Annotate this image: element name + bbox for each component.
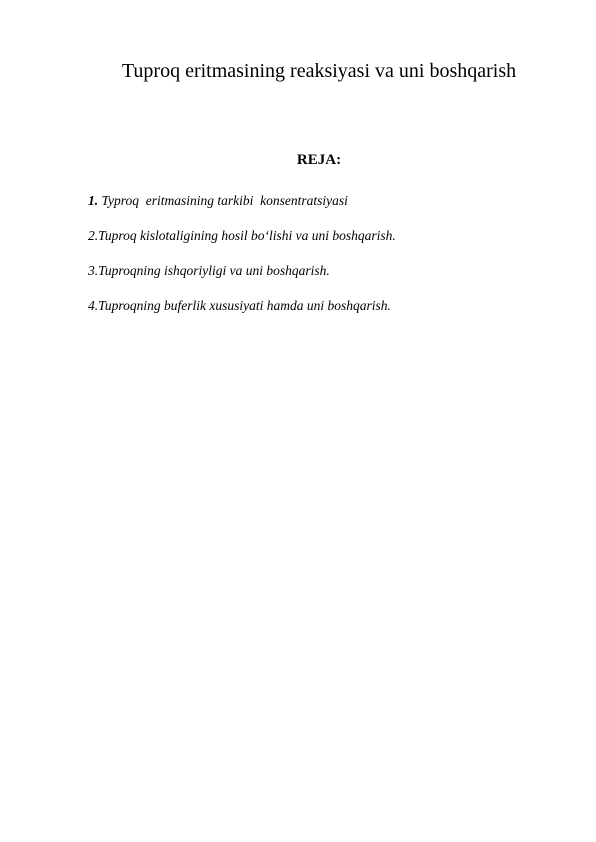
plan-item-text: 4.Tuproqning buferlik xususiyati hamda uni boshqarish. [88,298,391,313]
document-title: Tuproq eritmasining reaksiyasi va uni boshqarish [121,60,517,82]
plan-item-text: Typroq eritmasining tarkibi konsentratsiyasi [98,193,348,208]
plan-item-4 [88,297,396,332]
plan-item-number: 1. [88,193,99,208]
plan-item-text: 3.Tuproqning ishqoriyligi va uni boshqarish. [88,263,330,278]
plan-item-3 [88,262,396,297]
plan-heading: REJA: [296,152,342,168]
plan-list [88,192,396,332]
plan-item-2 [88,227,396,262]
plan-item-text: 2.Tuproq kislotaligining hosil bo‘lishi va uni boshqarish. [88,228,396,243]
plan-item-1 [88,192,396,227]
